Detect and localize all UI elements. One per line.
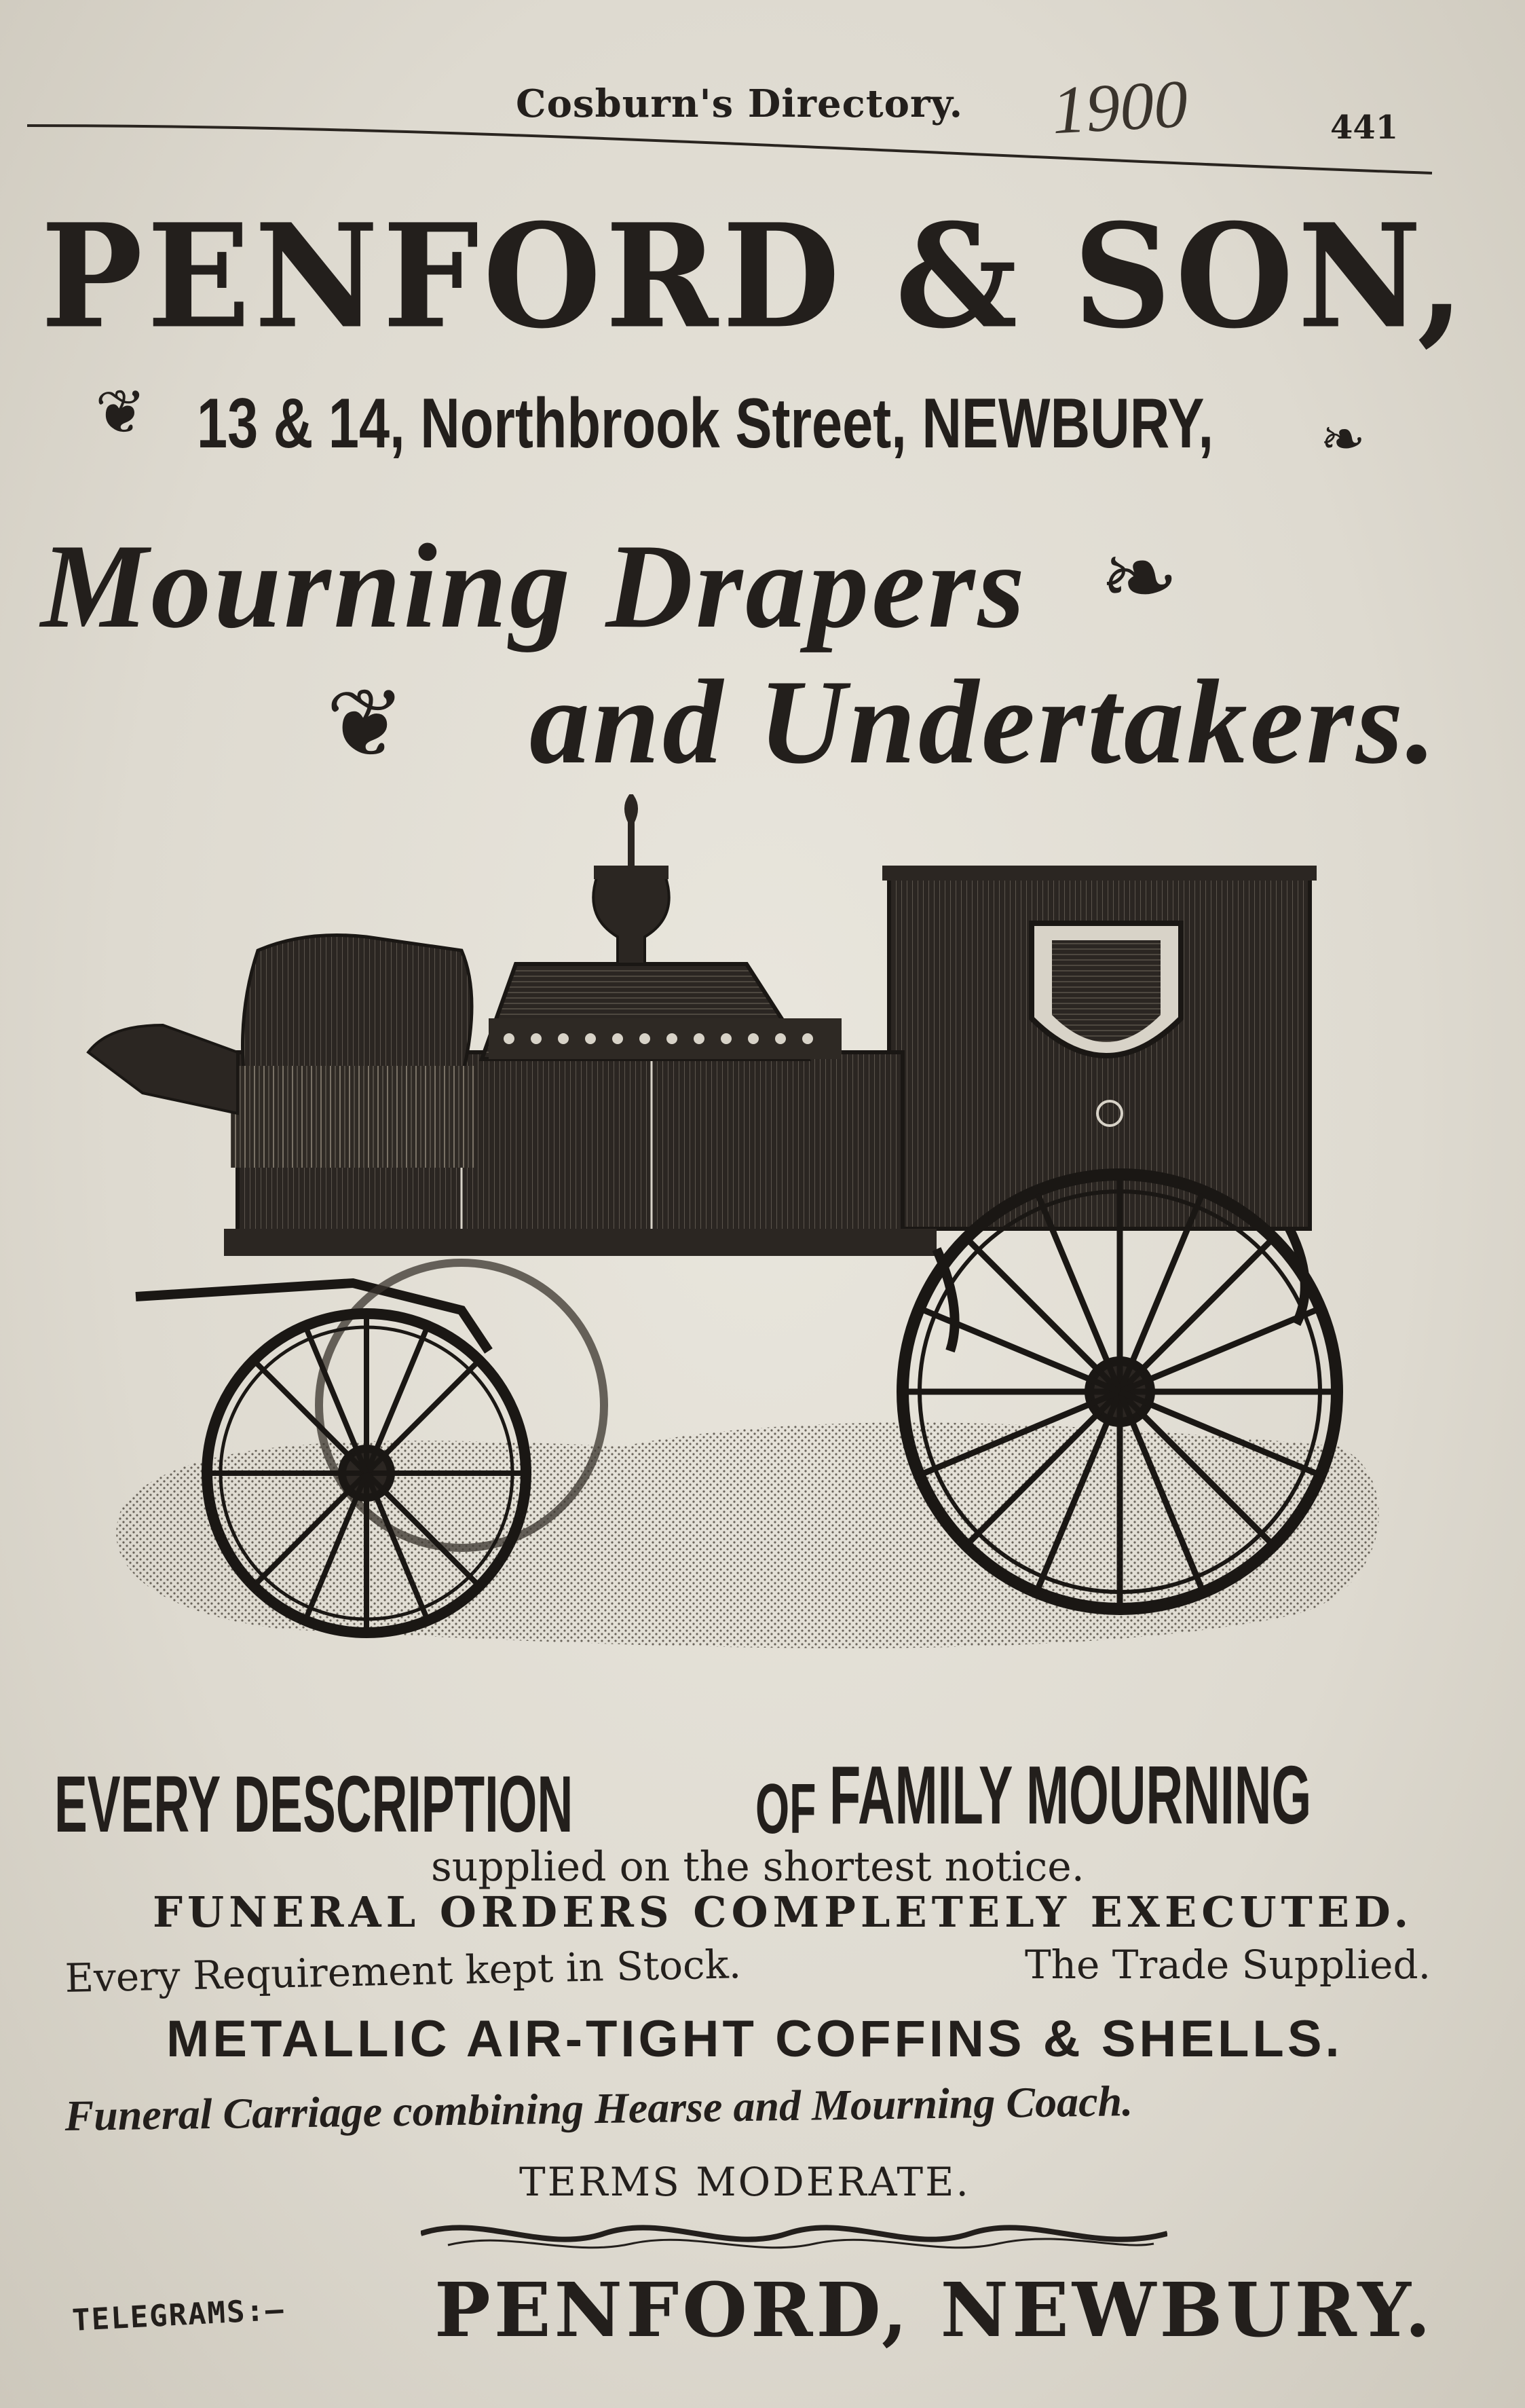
funeral-carriage-line: Funeral Carriage combining Hearse and Mourning Coach.	[64, 2077, 1133, 2140]
shortest-notice-line: supplied on the shortest notice.	[431, 1843, 1085, 1891]
flourish-ornament-icon: ❧	[1099, 523, 1180, 633]
telegrams-label: TELEGRAMS:—	[71, 2292, 286, 2338]
ampersand-flourish-icon: ❦	[326, 669, 406, 779]
requirement-line: Every Requirement kept in Stock.	[64, 1941, 742, 2001]
fleuron-left-icon: ❦	[95, 377, 147, 448]
headline-family-mourning: FAMILY MOURNING	[829, 1749, 1312, 1841]
hearse-illustration-icon	[81, 794, 1439, 1745]
funeral-orders-line: FUNERAL ORDERS COMPLETELY EXECUTED.	[153, 1887, 1414, 1937]
telegram-address: PENFORD, NEWBURY.	[434, 2266, 1434, 2354]
fleuron-right-icon: ❧	[1320, 407, 1366, 470]
running-head: Cosburn's Directory.	[516, 81, 964, 126]
headline-of: OF	[755, 1770, 816, 1849]
firm-name: PENFORD & SON,	[41, 193, 1469, 360]
trade-supplied-line: The Trade Supplied.	[1025, 1942, 1431, 1988]
trade-line-undertakers: and Undertakers.	[529, 654, 1439, 789]
firm-address: 13 & 14, Northbrook Street, NEWBURY,	[197, 384, 1213, 463]
coffins-line: METALLIC AIR-TIGHT COFFINS & SHELLS.	[166, 2010, 1343, 2068]
trade-line-mourning-drapers: Mourning Drapers	[41, 519, 1028, 653]
wavy-divider	[421, 2210, 1167, 2257]
page-number: 441	[1330, 109, 1399, 147]
handwritten-year: 1900	[1050, 65, 1190, 149]
headline-every-description: EVERY DESCRIPTION	[54, 1760, 573, 1849]
terms-line: TERMS MODERATE.	[519, 2159, 971, 2205]
